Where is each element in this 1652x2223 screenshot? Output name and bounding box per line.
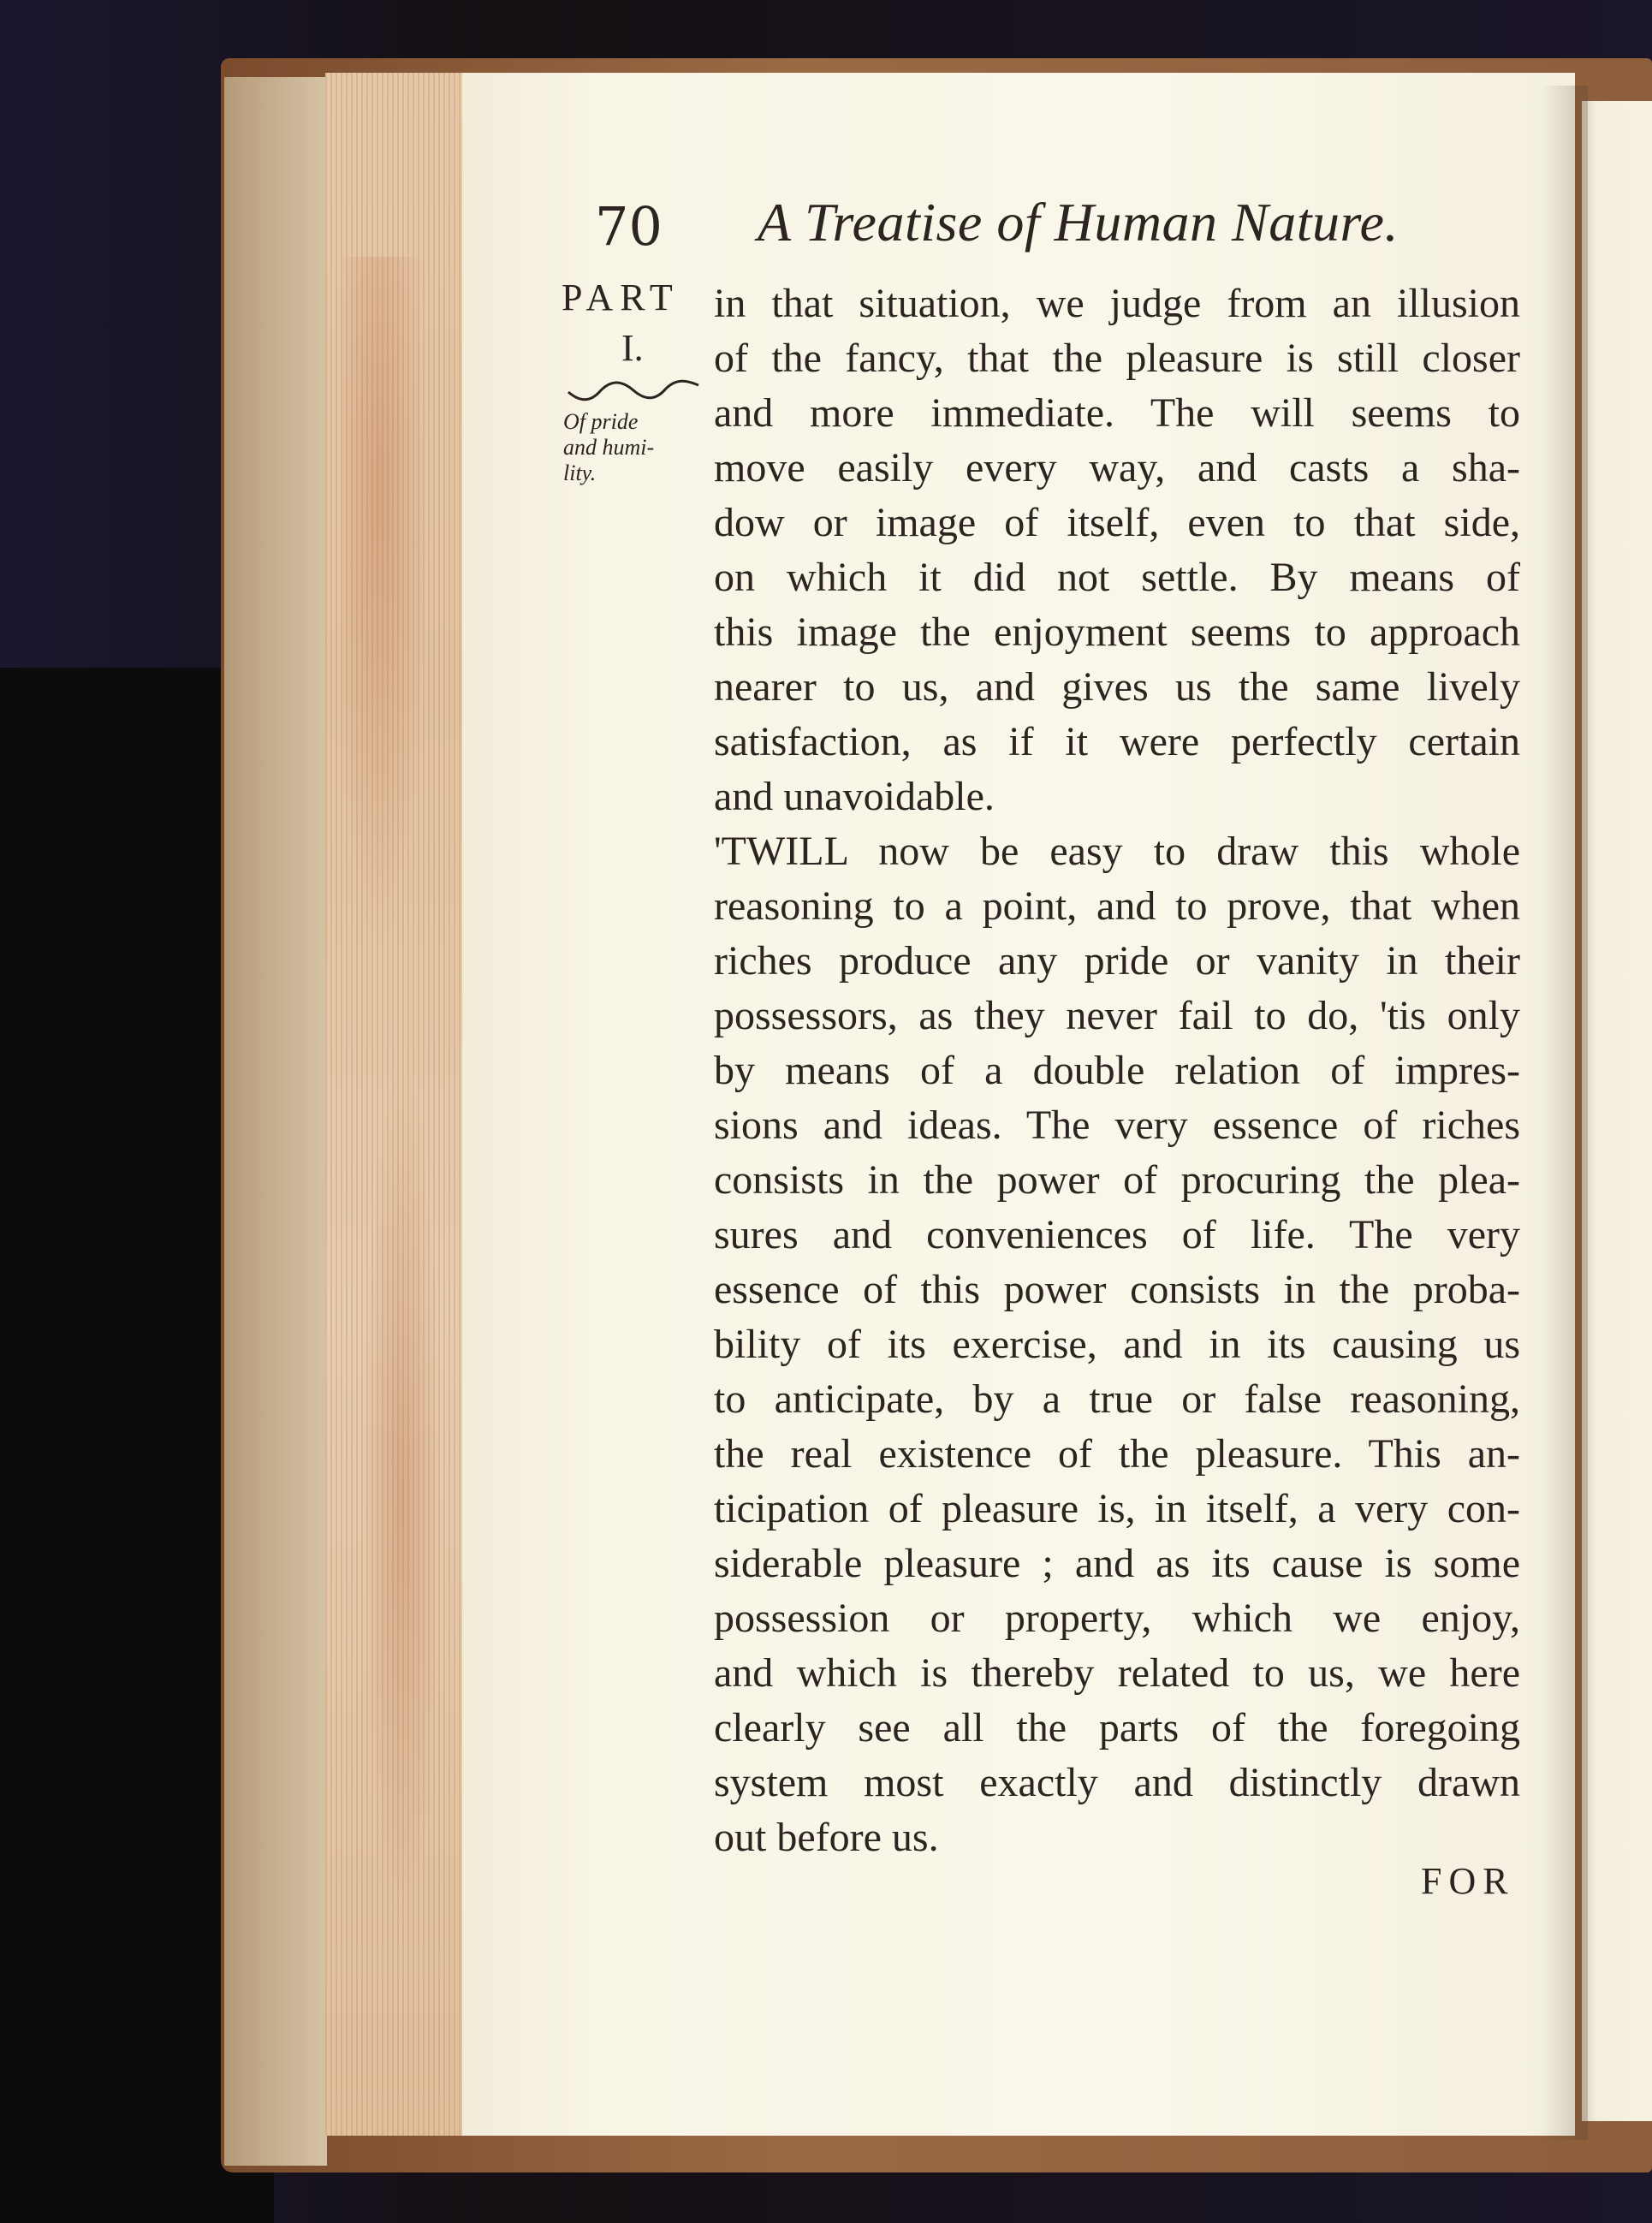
text-line: and unavoidable. — [714, 774, 995, 819]
foxing-stain — [342, 257, 437, 1027]
text-line: possessors, as they never fail to do, 'tis only — [714, 993, 1520, 1038]
text-line: by means of a double relation of impres- — [714, 1048, 1520, 1093]
text-line: 'TWILL now be easy to draw this whole — [714, 829, 1520, 874]
text-line: out before us. — [714, 1815, 939, 1860]
text-line: essence of this power consists in the proba- — [714, 1267, 1520, 1312]
text-line: system most exactly and distinctly drawn — [714, 1760, 1520, 1805]
text-line: on which it did not settle. By means of — [714, 555, 1520, 600]
margin-note-line: and humi- — [563, 435, 655, 460]
text-line: nearer to us, and gives us the same lively — [714, 664, 1520, 710]
text-line: the real existence of the pleasure. This an- — [714, 1431, 1520, 1477]
text-line: clearly see all the parts of the foregoing — [714, 1705, 1520, 1750]
running-title: A Treatise of Human Nature. — [758, 192, 1399, 253]
margin-note-line: Of pride — [563, 409, 639, 434]
margin-note — [563, 409, 692, 486]
gutter-shadow — [1541, 86, 1588, 2140]
text-line: to anticipate, by a true or false reasoning, — [714, 1376, 1520, 1422]
text-line: and which is thereby related to us, we here — [714, 1650, 1520, 1696]
text-line: of the fancy, that the pleasure is still closer — [714, 336, 1520, 381]
text-line: sures and conveniences of life. The very — [714, 1212, 1520, 1257]
text-line: ticipation of pleasure is, in itself, a very con- — [714, 1486, 1520, 1531]
margin-part-label: PART — [562, 276, 680, 318]
text-line: dow or image of itself, even to that side, — [714, 500, 1520, 545]
text-line: consists in the power of procuring the plea- — [714, 1157, 1520, 1203]
text-line: reasoning to a point, and to prove, that when — [714, 883, 1520, 929]
text-line: and more immediate. The will seems to — [714, 390, 1520, 436]
text-line: move easily every way, and casts a sha- — [714, 445, 1520, 490]
text-line: possession or property, which we enjoy, — [714, 1596, 1520, 1641]
text-line: this image the enjoyment seems to approach — [714, 609, 1520, 655]
margin-part-numeral: I. — [621, 327, 644, 369]
page-number: 70 — [595, 195, 663, 258]
text-line: satisfaction, as if it were perfectly certain — [714, 719, 1520, 764]
cover-edge — [224, 77, 327, 2166]
text-line: bility of its exercise, and in its causing us — [714, 1322, 1520, 1367]
margin-note-line: lity. — [563, 461, 597, 485]
catchword: FOR — [1421, 1860, 1515, 1902]
text-line: in that situation, we judge from an illusion — [714, 281, 1520, 326]
text-line: riches produce any pride or vanity in their — [714, 938, 1520, 984]
facing-page-edge — [1582, 101, 1652, 2121]
text-line: sions and ideas. The very essence of riches — [714, 1103, 1520, 1148]
body-text — [714, 276, 1520, 1865]
margin-ornament — [565, 377, 702, 402]
text-line: siderable pleasure ; and as its cause is some — [714, 1541, 1520, 1586]
foxing-stain — [360, 1027, 445, 1969]
